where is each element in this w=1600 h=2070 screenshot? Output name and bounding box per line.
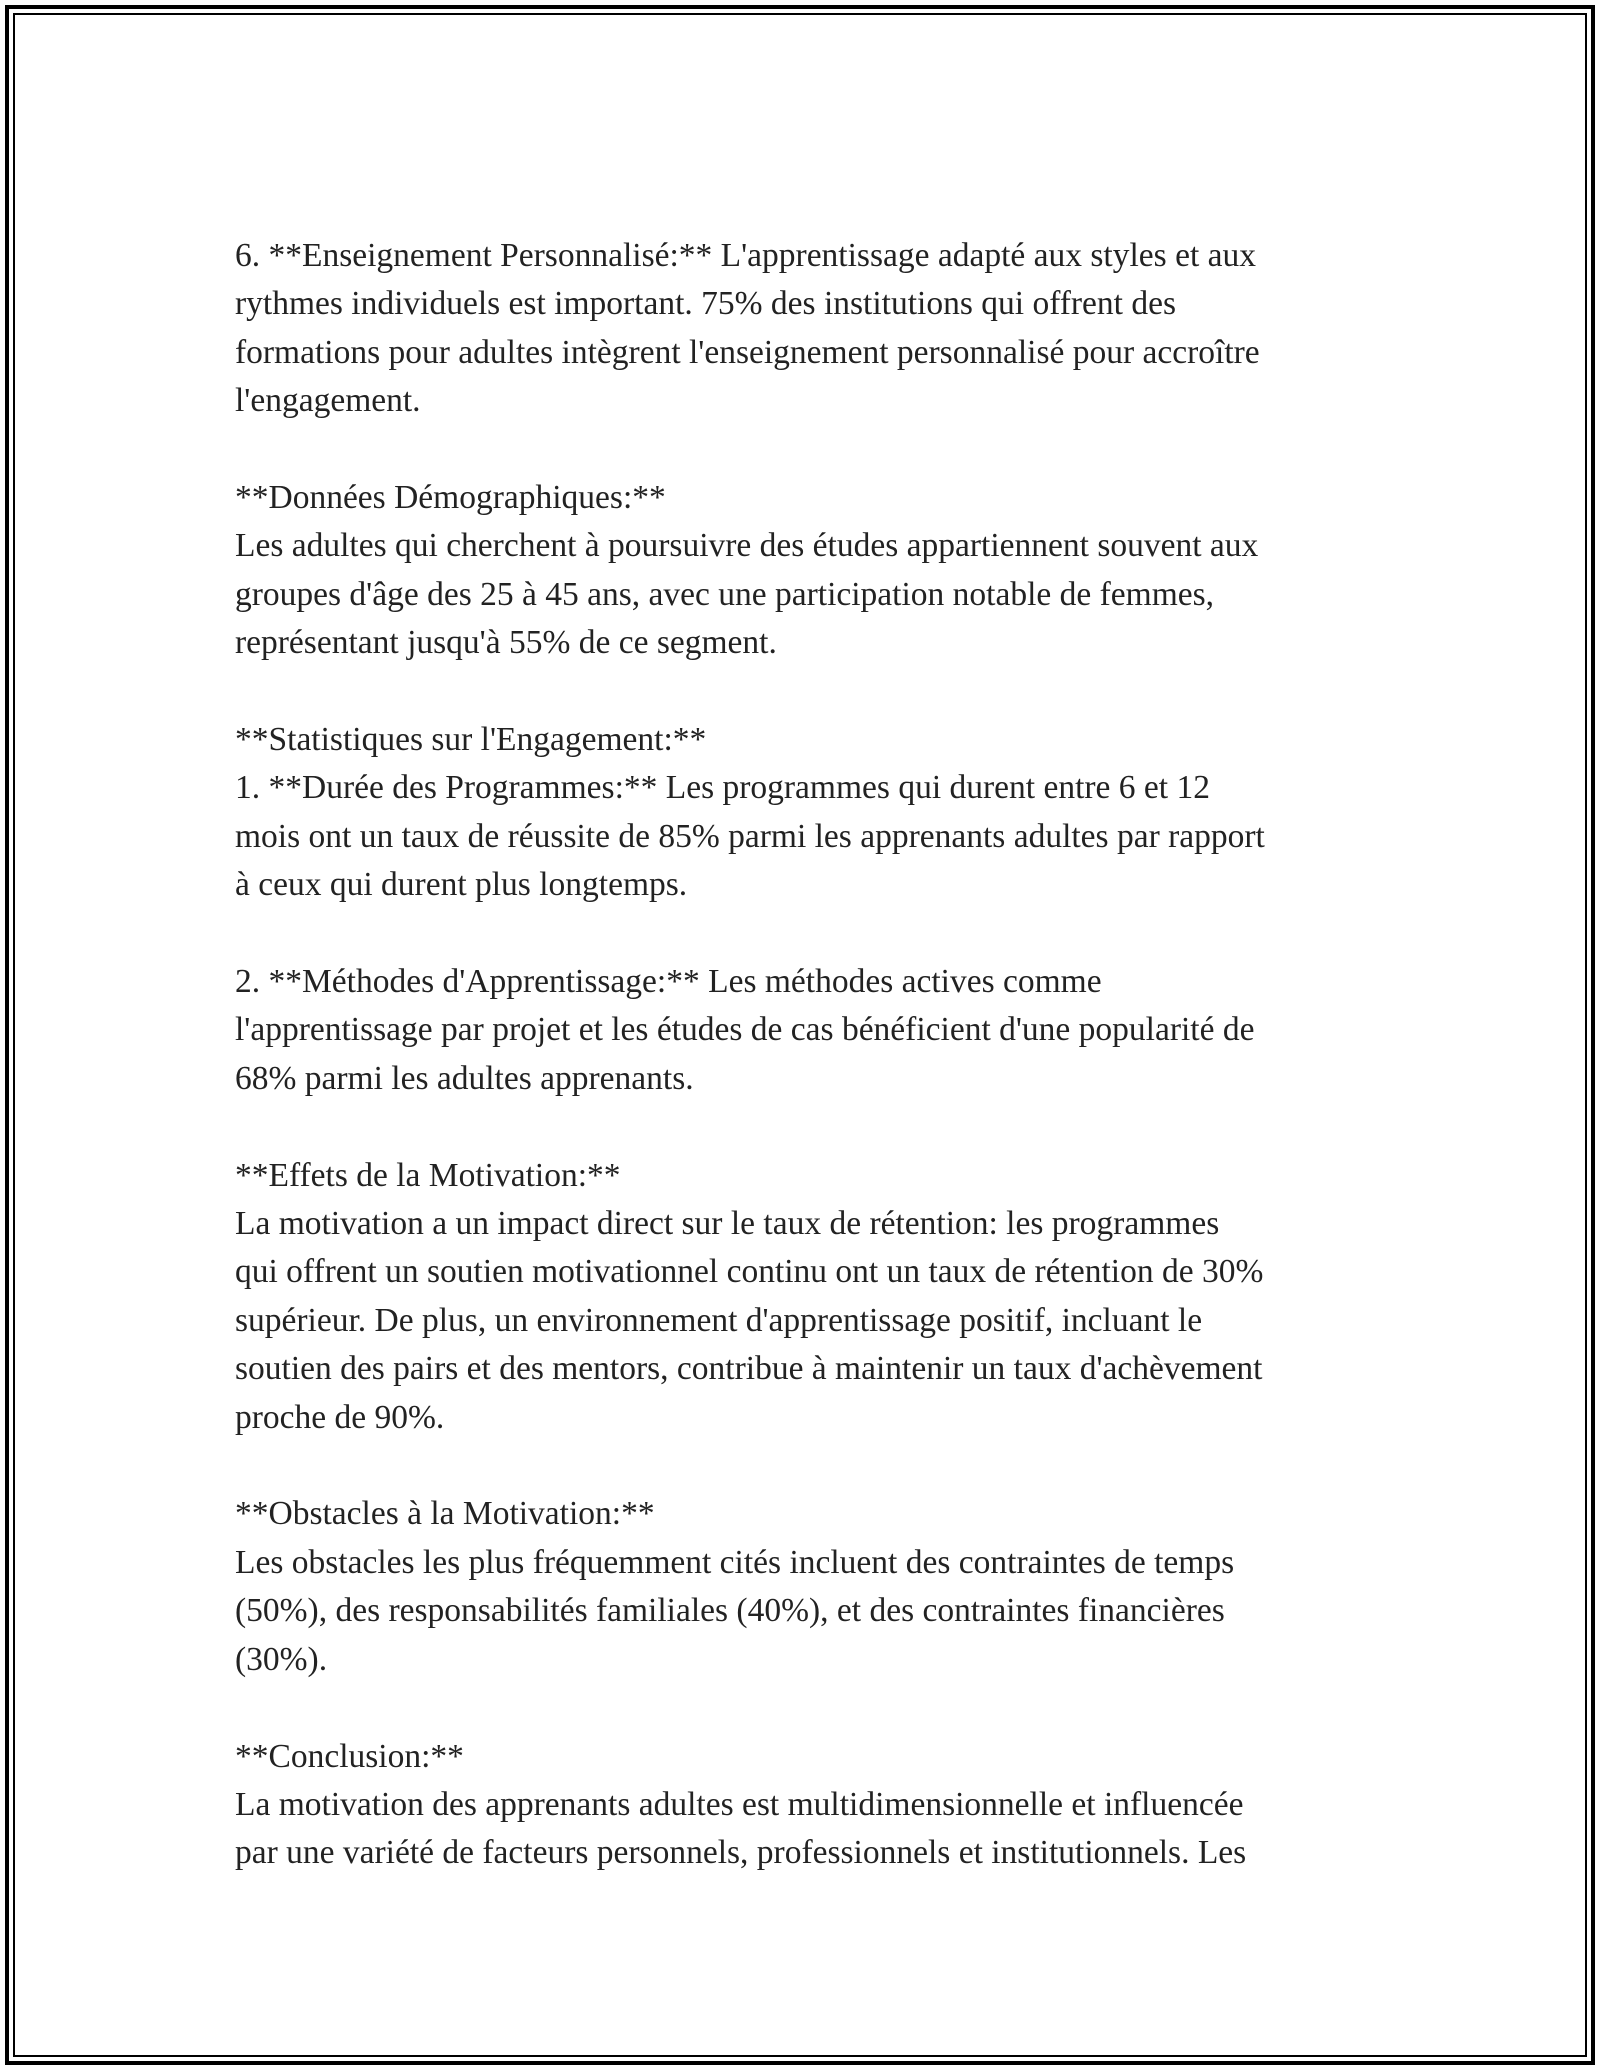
text-line: qui offrent un soutien motivationnel continu ont un taux de rétention de 30% [235, 1253, 1264, 1291]
paragraph-conclusion [235, 1733, 1375, 1878]
text-line: groupes d'âge des 25 à 45 ans, avec une participation notable de femmes, [235, 575, 1215, 613]
section-heading: **Obstacles à la Motivation:** [235, 1495, 655, 1533]
paragraph-personalized-teaching [235, 232, 1375, 426]
section-heading: **Statistiques sur l'Engagement:** [235, 721, 707, 759]
text-line: 1. **Durée des Programmes:** Les programmes qui durent entre 6 et 12 [235, 769, 1210, 807]
text-line: 6. **Enseignement Personnalisé:** L'apprentissage adapté aux styles et aux [235, 237, 1256, 274]
text-line: par une variété de facteurs personnels, professionnels et institutionnels. Les [235, 1834, 1247, 1872]
text-line: Les obstacles les plus fréquemment cités incluent des contraintes de temps [235, 1543, 1235, 1581]
text-line: (30%). [235, 1640, 328, 1678]
section-heading: **Données Démographiques:** [235, 479, 666, 517]
text-line: l'apprentissage par projet et les études de cas bénéficient d'une popularité de [235, 1011, 1255, 1049]
text-line: soutien des pairs et des mentors, contribue à maintenir un taux d'achèvement [235, 1350, 1263, 1388]
text-line: 68% parmi les adultes apprenants. [235, 1059, 694, 1097]
text-line: mois ont un taux de réussite de 85% parmi les apprenants adultes par rapport [235, 817, 1265, 855]
text-line: proche de 90%. [235, 1398, 445, 1436]
text-line: 2. **Méthodes d'Apprentissage:** Les méthodes actives comme [235, 963, 1102, 1001]
text-line: l'engagement. [235, 382, 421, 420]
paragraph-demographics [235, 474, 1375, 668]
text-line: La motivation des apprenants adultes est multidimensionnelle et influencée [235, 1785, 1244, 1823]
text-line: représentant jusqu'à 55% de ce segment. [235, 624, 777, 662]
text-line: (50%), des responsabilités familiales (40%), et des contraintes financières [235, 1592, 1225, 1630]
paragraph-motivation-obstacles [235, 1490, 1375, 1684]
paragraph-learning-methods [235, 958, 1375, 1103]
text-line: La motivation a un impact direct sur le taux de rétention: les programmes [235, 1205, 1220, 1243]
text-line: supérieur. De plus, un environnement d'apprentissage positif, incluant le [235, 1301, 1203, 1339]
section-heading: **Conclusion:** [235, 1737, 464, 1775]
text-line: à ceux qui durent plus longtemps. [235, 866, 688, 904]
paragraph-engagement-stats [235, 716, 1375, 910]
document-body [235, 232, 1375, 1878]
section-heading: **Effets de la Motivation:** [235, 1156, 621, 1194]
paragraph-motivation-effects [235, 1152, 1375, 1442]
text-line: formations pour adultes intègrent l'enseignement personnalisé pour accroître [235, 333, 1260, 371]
text-line: Les adultes qui cherchent à poursuivre des études appartiennent souvent aux [235, 527, 1259, 565]
text-line: rythmes individuels est important. 75% des institutions qui offrent des [235, 285, 1177, 323]
